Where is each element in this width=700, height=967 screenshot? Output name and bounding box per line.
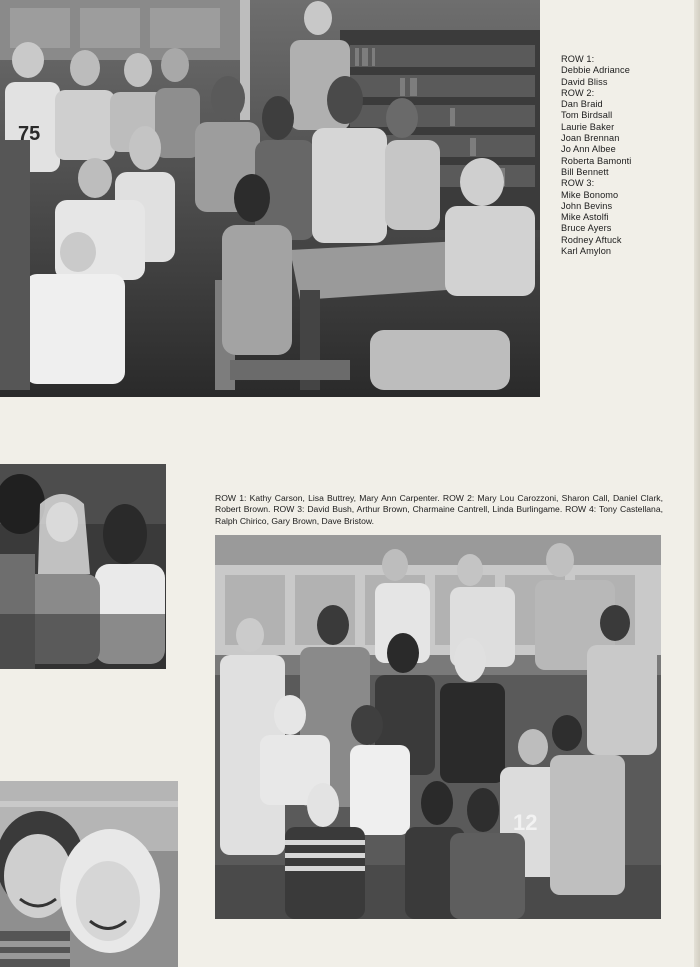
roster-line: Jo Ann Albee (561, 144, 616, 155)
roster-line: Dan Braid (561, 99, 603, 110)
candid-photo-smiling (0, 781, 178, 967)
candid-photo-left (0, 464, 166, 669)
roster-line: ROW 3: (561, 178, 595, 189)
top-photo-roster (561, 54, 691, 257)
roster-line: Laurie Baker (561, 121, 615, 132)
page-edge (694, 0, 700, 967)
roster-line: Rodney Aftuck (561, 234, 622, 245)
roster-line: Karl Amylon (561, 246, 612, 257)
bottom-group-photo (215, 535, 661, 919)
roster-line: ROW 1: (561, 54, 595, 64)
roster-line: Roberta Bamonti (561, 155, 632, 166)
roster-line: Tom Birdsall (561, 110, 613, 121)
roster-line: Mike Bonomo (561, 189, 619, 200)
roster-line: John Bevins (561, 200, 613, 211)
roster-line: Mike Astolfi (561, 212, 609, 223)
roster-line: Joan Brennan (561, 133, 620, 144)
roster-line: David Bliss (561, 76, 608, 87)
top-group-photo (0, 0, 540, 397)
jersey-number-top: 75 (18, 123, 41, 145)
roster-line: Bruce Ayers (561, 223, 612, 234)
roster-line: Bill Bennett (561, 166, 609, 177)
bottom-photo-caption: ROW 1: Kathy Carson, Lisa Buttrey, Mary Ann Carpenter. ROW 2: Mary Lou Carozzoni, Sharon Call, Daniel Clark, Robert Brown. ROW 3: David Bush, Arthur Brown, Charmaine Cantrell, Linda Burlingame. ROW 4: Tony Castellana, Ralph Chirico, Gary Brown, Dave Bristow. (215, 493, 663, 526)
jersey-number-bottom: 12 (513, 810, 538, 835)
roster-line: Debbie Adriance (561, 65, 630, 76)
roster-line: ROW 2: (561, 87, 595, 98)
